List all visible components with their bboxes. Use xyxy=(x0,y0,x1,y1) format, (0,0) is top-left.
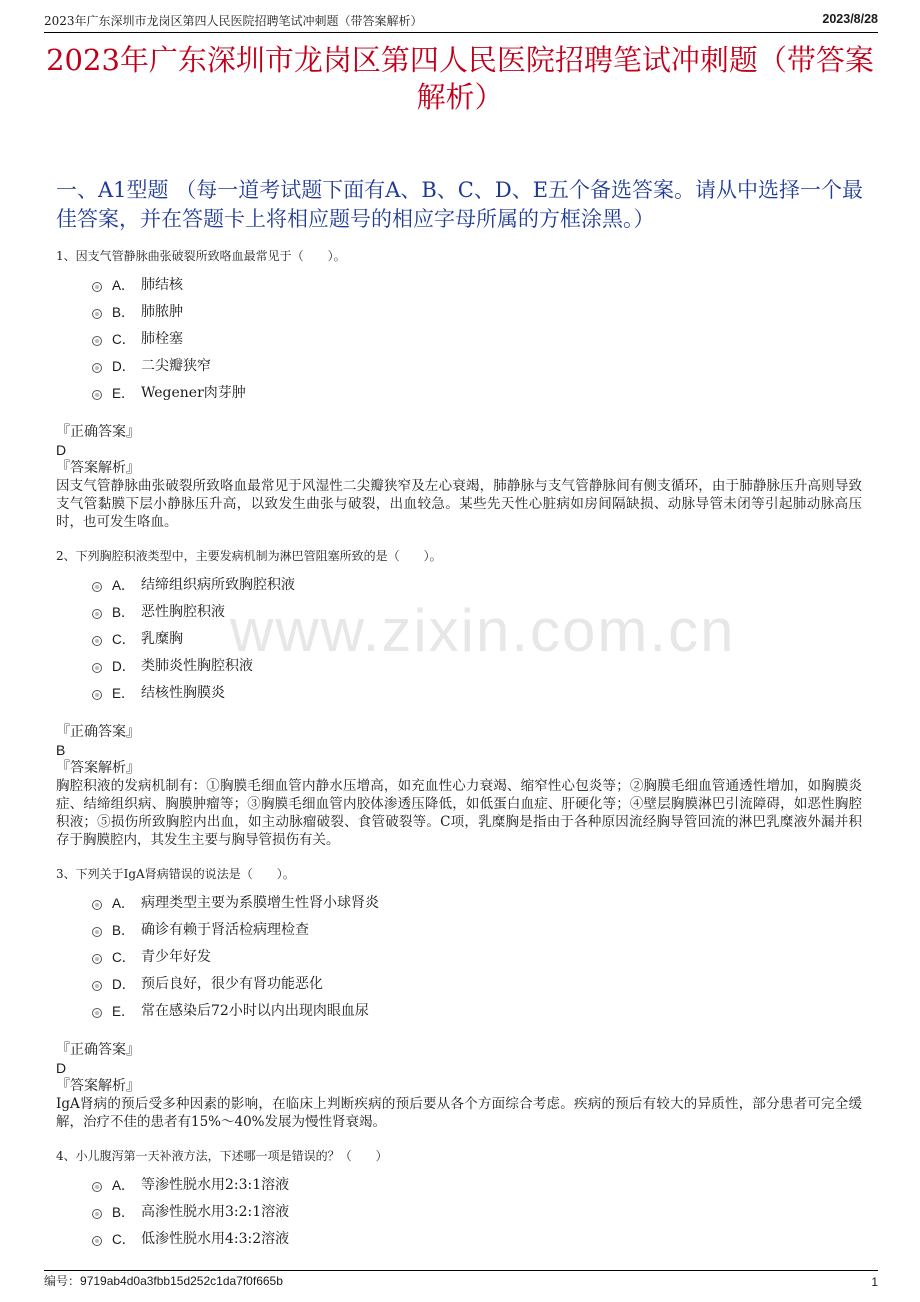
answer-label: 『正确答案』 xyxy=(56,424,140,440)
radio-icon[interactable] xyxy=(92,582,102,592)
radio-icon[interactable] xyxy=(92,1008,102,1018)
option-text: 二尖瓣狭窄 xyxy=(141,357,211,374)
radio-icon[interactable] xyxy=(92,900,102,910)
document-title: 2023年广东深圳市龙岗区第四人民医院招聘笔试冲刺题（带答案解析） xyxy=(46,43,874,114)
option-text: 青少年好发 xyxy=(141,948,211,965)
radio-icon[interactable] xyxy=(92,282,102,292)
radio-icon[interactable] xyxy=(92,636,102,646)
option-b[interactable] xyxy=(92,297,862,324)
option-a[interactable] xyxy=(92,270,862,297)
option-d[interactable] xyxy=(92,651,862,678)
question-list xyxy=(56,248,862,1251)
option-letter: A． xyxy=(112,577,135,593)
option-a[interactable] xyxy=(92,1170,862,1197)
radio-icon[interactable] xyxy=(92,609,102,619)
radio-icon[interactable] xyxy=(92,1209,102,1219)
option-letter: A． xyxy=(112,1177,135,1193)
option-letter: C． xyxy=(112,331,136,347)
option-letter: C． xyxy=(112,949,136,965)
option-text: 结缔组织病所致胸腔积液 xyxy=(141,576,295,593)
question-4 xyxy=(56,1148,862,1251)
page-number: 1 xyxy=(871,1275,878,1289)
question-stem: 2、下列胸腔积液类型中，主要发病机制为淋巴管阻塞所致的是（ ）。 xyxy=(56,549,442,563)
radio-icon[interactable] xyxy=(92,1236,102,1246)
option-letter: D． xyxy=(112,976,136,992)
option-text: 恶性胸腔积液 xyxy=(141,603,225,620)
answer-block xyxy=(56,423,862,531)
option-text: 病理类型主要为系膜增生性肾小球肾炎 xyxy=(141,894,379,911)
option-c[interactable] xyxy=(92,324,862,351)
option-letter: E． xyxy=(112,385,135,401)
answer-block xyxy=(56,1041,862,1131)
radio-icon[interactable] xyxy=(92,309,102,319)
footer-code-label: 编号： xyxy=(44,1274,81,1288)
analysis-label: 『答案解析』 xyxy=(56,460,140,476)
radio-icon[interactable] xyxy=(92,363,102,373)
radio-icon[interactable] xyxy=(92,390,102,400)
option-b[interactable] xyxy=(92,597,862,624)
footer-code-value: 9719ab4d0a3fbb15d252c1da7f0f665b xyxy=(80,1274,283,1288)
answer-label: 『正确答案』 xyxy=(56,724,140,740)
question-3 xyxy=(56,866,862,1131)
option-letter: C． xyxy=(112,631,136,647)
option-text: 等渗性脱水用2:3:1溶液 xyxy=(141,1176,290,1193)
option-e[interactable] xyxy=(92,996,862,1023)
option-letter: D． xyxy=(112,358,136,374)
answer-label: 『正确答案』 xyxy=(56,1042,140,1058)
option-e[interactable] xyxy=(92,678,862,705)
radio-icon[interactable] xyxy=(92,981,102,991)
footer-code xyxy=(44,1272,283,1289)
header-doc-name: 2023年广东深圳市龙岗区第四人民医院招聘笔试冲刺题（带答案解析） xyxy=(44,14,423,28)
option-text: 结核性胸膜炎 xyxy=(141,684,225,701)
question-1 xyxy=(56,248,862,531)
option-d[interactable] xyxy=(92,969,862,996)
option-letter: B． xyxy=(112,1204,135,1220)
option-text: 高渗性脱水用3:2:1溶液 xyxy=(141,1203,290,1220)
option-text: 确诊有赖于肾活检病理检查 xyxy=(141,921,309,938)
option-text: Wegener肉芽肿 xyxy=(141,384,246,401)
option-letter: C． xyxy=(112,1231,136,1247)
radio-icon[interactable] xyxy=(92,927,102,937)
option-c[interactable] xyxy=(92,942,862,969)
answer-value: B xyxy=(56,742,66,758)
question-stem: 3、下列关于IgA肾病错误的说法是（ ）。 xyxy=(56,867,295,881)
option-text: 类肺炎性胸腔积液 xyxy=(141,657,253,674)
section-title: 一、A1型题 （每一道考试题下面有A、B、C、D、E五个备选答案。请从中选择一个最佳答案，并在答题卡上将相应题号的相应字母所属的方框涂黑。） xyxy=(56,178,864,231)
option-b[interactable] xyxy=(92,915,862,942)
option-c[interactable] xyxy=(92,1224,862,1251)
option-text: 肺脓肿 xyxy=(141,303,183,320)
option-letter: B． xyxy=(112,304,135,320)
option-letter: A． xyxy=(112,277,135,293)
question-2 xyxy=(56,548,862,849)
option-a[interactable] xyxy=(92,888,862,915)
option-list xyxy=(92,1170,862,1251)
page-header xyxy=(44,12,878,33)
option-letter: E． xyxy=(112,685,135,701)
option-text: 低渗性脱水用4:3:2溶液 xyxy=(141,1230,290,1247)
option-list xyxy=(92,270,862,405)
option-letter: B． xyxy=(112,604,135,620)
option-text: 预后良好，很少有肾功能恶化 xyxy=(141,975,323,992)
question-stem: 4、小儿腹泻第一天补液方法，下述哪一项是错误的？（ ） xyxy=(56,1149,388,1163)
radio-icon[interactable] xyxy=(92,663,102,673)
radio-icon[interactable] xyxy=(92,336,102,346)
page-footer xyxy=(44,1270,878,1289)
option-letter: D． xyxy=(112,658,136,674)
header-date: 2023/8/28 xyxy=(822,12,878,26)
option-c[interactable] xyxy=(92,624,862,651)
option-letter: B． xyxy=(112,922,135,938)
answer-value: D xyxy=(56,442,67,458)
option-b[interactable] xyxy=(92,1197,862,1224)
analysis-text: 因支气管静脉曲张破裂所致咯血最常见于风湿性二尖瓣狭窄及左心衰竭，肺静脉与支气管静脉间有侧支循环，由于肺静脉压升高则导致支气管黏膜下层小静脉压升高，以致发生曲张与破裂，出血较急。某些先天性心脏病如房间隔缺损、动脉导管未闭等引起肺动脉高压时，也可发生咯血。 xyxy=(56,478,862,530)
watermark: www.zixin.com.cn xyxy=(230,597,736,664)
option-list xyxy=(92,888,862,1023)
option-text: 常在感染后72小时以内出现肉眼血尿 xyxy=(141,1002,369,1019)
radio-icon[interactable] xyxy=(92,1182,102,1192)
question-stem: 1、因支气管静脉曲张破裂所致咯血最常见于（ ）。 xyxy=(56,249,346,263)
option-text: 肺栓塞 xyxy=(141,330,183,347)
option-e[interactable] xyxy=(92,378,862,405)
analysis-text: IgA肾病的预后受多种因素的影响，在临床上判断疾病的预后要从各个方面综合考虑。疾病的预后有较大的异质性，部分患者可完全缓解，治疗不佳的患者有15%～40%发展为慢性肾衰竭。 xyxy=(56,1096,862,1130)
analysis-label: 『答案解析』 xyxy=(56,1078,140,1094)
option-a[interactable] xyxy=(92,570,862,597)
option-text: 乳糜胸 xyxy=(141,630,183,647)
option-d[interactable] xyxy=(92,351,862,378)
option-letter: A． xyxy=(112,895,135,911)
radio-icon[interactable] xyxy=(92,954,102,964)
answer-value: D xyxy=(56,1060,67,1076)
radio-icon[interactable] xyxy=(92,690,102,700)
option-list xyxy=(92,570,862,705)
analysis-label: 『答案解析』 xyxy=(56,760,140,776)
option-letter: E． xyxy=(112,1003,135,1019)
option-text: 肺结核 xyxy=(141,276,183,293)
analysis-text: 胸腔积液的发病机制有：①胸膜毛细血管内静水压增高，如充血性心力衰竭、缩窄性心包炎等；②胸膜毛细血管通透性增加，如胸膜炎症、结缔组织病、胸膜肿瘤等；③胸膜毛细血管内胶体渗透压降低，如低蛋白血症、肝硬化等；④壁层胸膜淋巴引流障碍，如恶性胸腔积液；⑤损伤所致胸腔内出血，如主动脉瘤破裂、食管破裂等。C项，乳糜胸是指由于各种原因流经胸导管回流的淋巴乳糜液外漏并积存于胸膜腔内，其发生主要与胸导管损伤有关。 xyxy=(56,778,862,848)
answer-block xyxy=(56,723,862,849)
